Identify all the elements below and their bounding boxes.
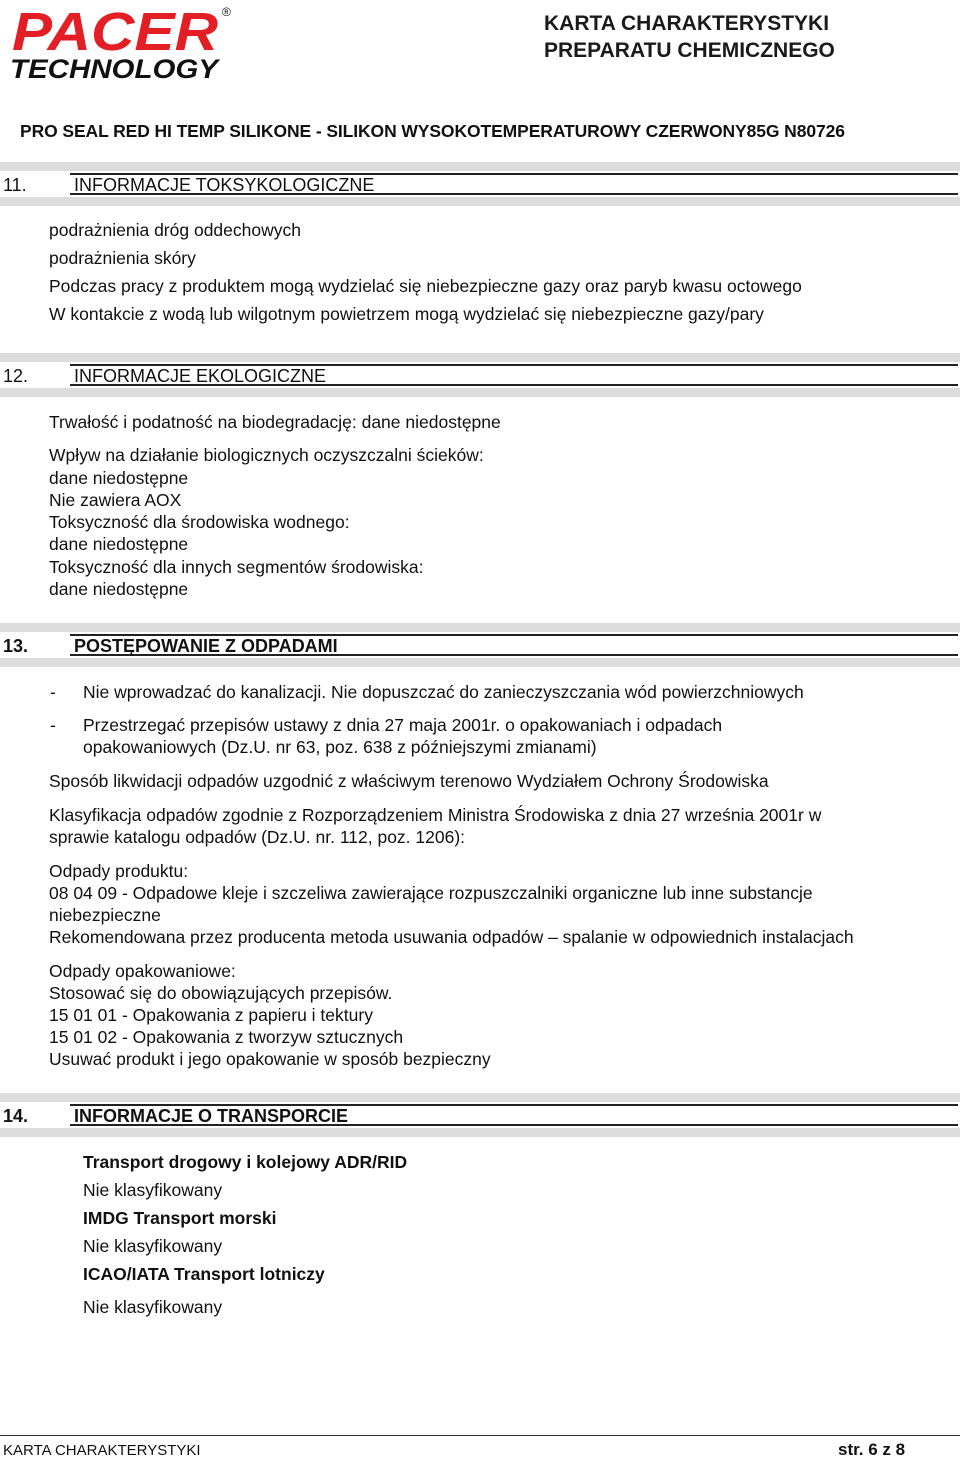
eco-line-8: dane niedostępne: [49, 579, 189, 599]
section-12-header: [0, 353, 960, 397]
tox-line-3: Podczas pracy z produktem mogą wydzielać się niebezpieczne gazy oraz paryb kwasu octowego: [49, 276, 802, 296]
sea-transport-label: IMDG Transport morski: [83, 1208, 277, 1228]
eco-line-7: Toksyczność dla innych segmentów środowiska:: [49, 557, 424, 577]
logo-registered-mark: ®: [222, 5, 231, 19]
recommended-disposal: Rekomendowana przez producenta metoda usuwania odpadów – spalanie w odpowiednich instalacjach: [49, 927, 854, 947]
product-waste-label: Odpady produktu:: [49, 861, 189, 881]
road-transport-label: Transport drogowy i kolejowy ADR/RID: [83, 1152, 408, 1172]
eco-line-3: dane niedostępne: [49, 468, 189, 488]
section-title: INFORMACJE O TRANSPORCIE: [74, 1106, 349, 1126]
section-title: INFORMACJE TOKSYKOLOGICZNE: [74, 175, 375, 195]
section-13-header: [0, 623, 960, 667]
section-title: POSTĘPOWANIE Z ODPADAMI: [74, 636, 338, 656]
section-14-header: [0, 1093, 960, 1137]
footer-title: KARTA CHARAKTERYSTYKI: [3, 1442, 201, 1459]
logo-technology-text: TECHNOLOGY: [10, 54, 222, 82]
section-number: 11.: [3, 175, 27, 195]
eco-line-4: Nie zawiera AOX: [49, 490, 182, 510]
logo-pacer-text: PACER: [12, 2, 218, 62]
air-transport-value: Nie klasyfikowany: [83, 1297, 223, 1317]
packaging-line-4: Usuwać produkt i jego opakowanie w sposób bezpieczny: [49, 1049, 491, 1069]
bullet-dash: -: [50, 682, 56, 702]
product-waste-code-line-2: niebezpieczne: [49, 905, 161, 925]
eco-line-2: Wpływ na działanie biologicznych oczyszczalni ścieków:: [49, 445, 484, 465]
section-title: INFORMACJE EKOLOGICZNE: [74, 366, 327, 386]
eco-line-6: dane niedostępne: [49, 534, 189, 554]
disposal-method: Sposób likwidacji odpadów uzgodnić z właściwym terenowo Wydziałem Ochrony Środowiska: [49, 771, 769, 791]
eco-line-1: Trwałość i podatność na biodegradację: dane niedostępne: [49, 412, 501, 432]
page-number: str. 6 z 8: [838, 1440, 906, 1459]
air-transport-label: ICAO/IATA Transport lotniczy: [83, 1264, 325, 1284]
title-line-1: KARTA CHARAKTERYSTYKI: [544, 12, 830, 35]
eco-line-5: Toksyczność dla środowiska wodnego:: [49, 512, 350, 532]
section-11-header: [0, 162, 960, 206]
waste-bullet-2-line-2: opakowaniowych (Dz.U. nr 63, poz. 638 z późniejszymi zmianami): [83, 737, 597, 757]
tox-line-4: W kontakcie z wodą lub wilgotnym powietrzem mogą wydzielać się niebezpieczne gazy/pary: [49, 304, 764, 324]
tox-line-1: podrażnienia dróg oddechowych: [49, 220, 301, 240]
packaging-line-3: 15 01 02 - Opakowania z tworzyw sztucznych: [49, 1027, 404, 1047]
section-number: 12.: [3, 366, 29, 386]
classification-line-2: sprawie katalogu odpadów (Dz.U. nr. 112, poz. 1206):: [49, 827, 466, 847]
title-line-2: PREPARATU CHEMICZNEGO: [544, 39, 835, 62]
sea-transport-value: Nie klasyfikowany: [83, 1236, 223, 1256]
packaging-waste-label: Odpady opakowaniowe:: [49, 961, 236, 981]
footer-divider: [0, 1435, 960, 1436]
section-number: 14.: [3, 1106, 29, 1126]
tox-line-2: podrażnienia skóry: [49, 248, 196, 268]
product-waste-code-line-1: 08 04 09 - Odpadowe kleje i szczeliwa zawierające rozpuszczalniki organiczne lub inne substancje: [49, 883, 813, 903]
classification-line-1: Klasyfikacja odpadów zgodnie z Rozporządzeniem Ministra Środowiska z dnia 27 września 2001r w: [49, 805, 822, 825]
product-name: PRO SEAL RED HI TEMP SILIKONE - SILIKON WYSOKOTEMPERATUROWY CZERWONY85G N80726: [20, 121, 845, 141]
waste-bullet-1: Nie wprowadzać do kanalizacji. Nie dopuszczać do zanieczyszczania wód powierzchniowych: [83, 682, 804, 702]
bullet-dash: -: [50, 715, 56, 735]
pacer-technology-logo: [8, 2, 240, 82]
section-number: 13.: [3, 636, 29, 656]
document-title: [544, 10, 944, 64]
packaging-line-1: Stosować się do obowiązujących przepisów.: [49, 983, 393, 1003]
waste-bullet-2-line-1: Przestrzegać przepisów ustawy z dnia 27 maja 2001r. o opakowaniach i odpadach: [83, 715, 723, 735]
packaging-line-2: 15 01 01 - Opakowania z papieru i tektury: [49, 1005, 373, 1025]
road-transport-value: Nie klasyfikowany: [83, 1180, 223, 1200]
